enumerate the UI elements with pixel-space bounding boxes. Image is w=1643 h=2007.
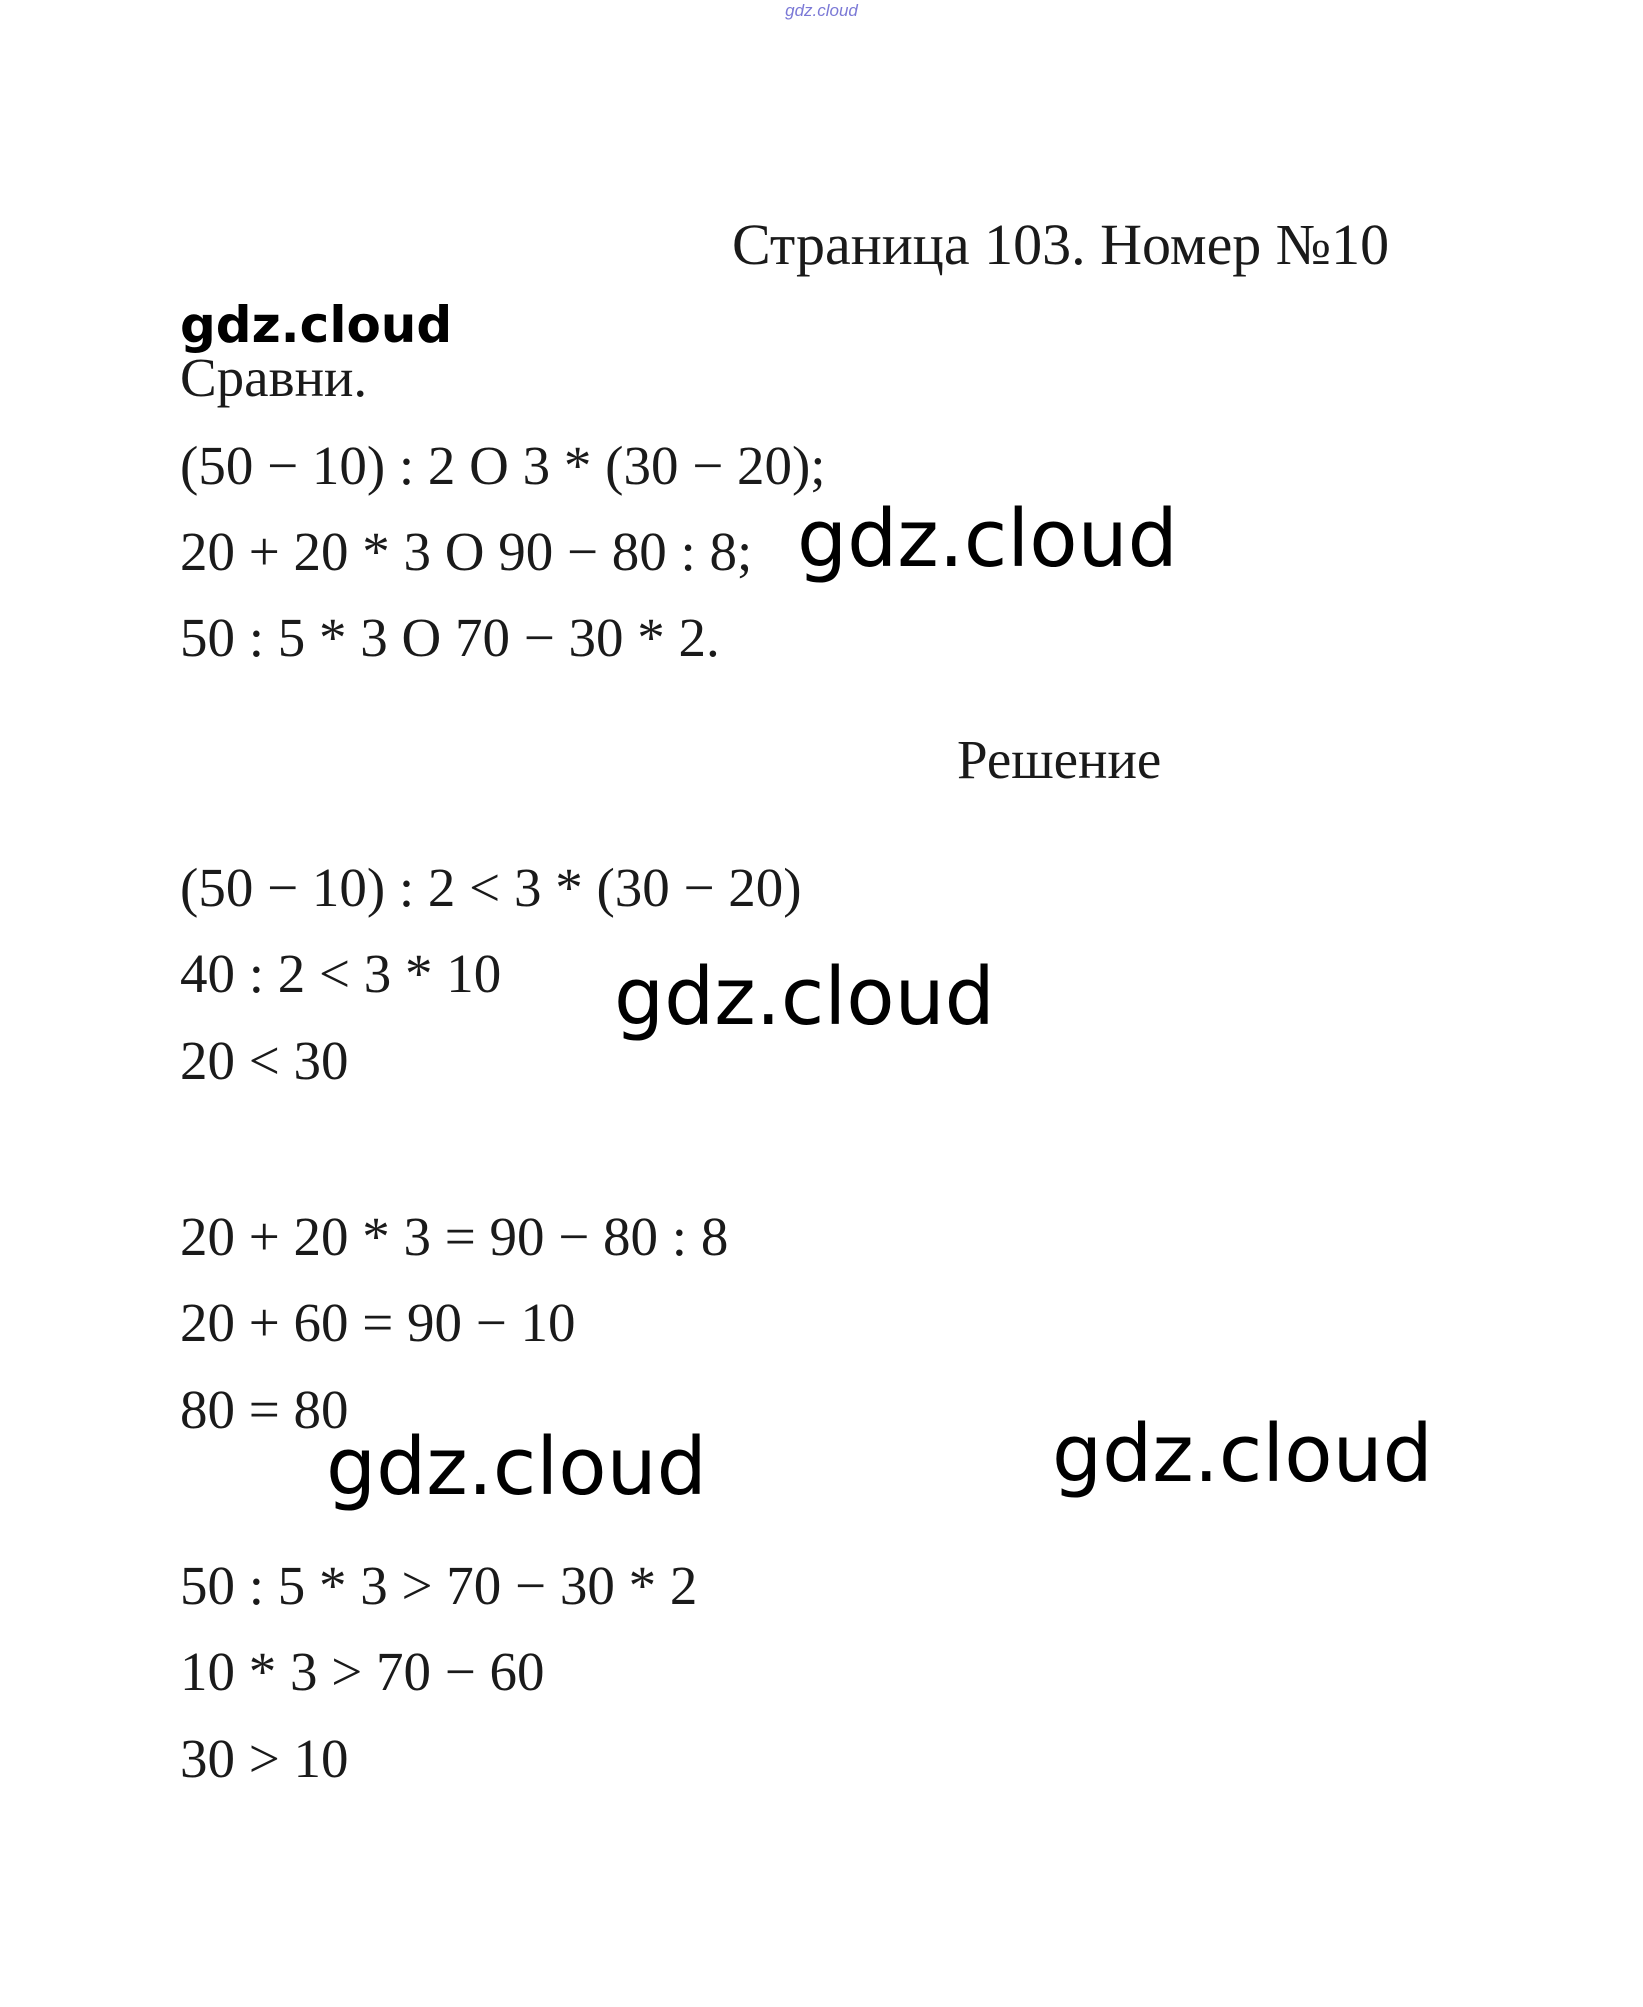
solution-heading: Решение [957, 729, 1162, 790]
solution-line: 30 > 10 [180, 1728, 349, 1789]
task-instruction: Сравни. [180, 347, 368, 408]
watermark-logo: gdz.cloud [326, 1421, 707, 1513]
solution-line: 10 * 3 > 70 − 60 [180, 1641, 545, 1702]
solution-line: 20 < 30 [180, 1030, 349, 1091]
solution-line: 80 = 80 [180, 1379, 349, 1440]
solution-line: 20 + 60 = 90 − 10 [180, 1292, 576, 1353]
solution-line: 40 : 2 < 3 * 10 [180, 943, 502, 1004]
watermark-logo: gdz.cloud [614, 951, 995, 1043]
task-line: (50 − 10) : 2 O 3 * (30 − 20); [180, 435, 826, 496]
watermark-logo: gdz.cloud [1052, 1408, 1433, 1500]
page-title: Страница 103. Номер №10 [732, 212, 1390, 277]
solution-line: 20 + 20 * 3 = 90 − 80 : 8 [180, 1206, 729, 1267]
solution-line: (50 − 10) : 2 < 3 * (30 − 20) [180, 857, 802, 918]
task-line: 50 : 5 * 3 O 70 − 30 * 2. [180, 607, 720, 668]
top-watermark: gdz.cloud [785, 1, 858, 20]
watermark-logo: gdz.cloud [797, 493, 1178, 585]
solution-line: 50 : 5 * 3 > 70 − 30 * 2 [180, 1555, 698, 1616]
watermark-logo: gdz.cloud [180, 296, 453, 354]
task-line: 20 + 20 * 3 O 90 − 80 : 8; [180, 521, 753, 582]
